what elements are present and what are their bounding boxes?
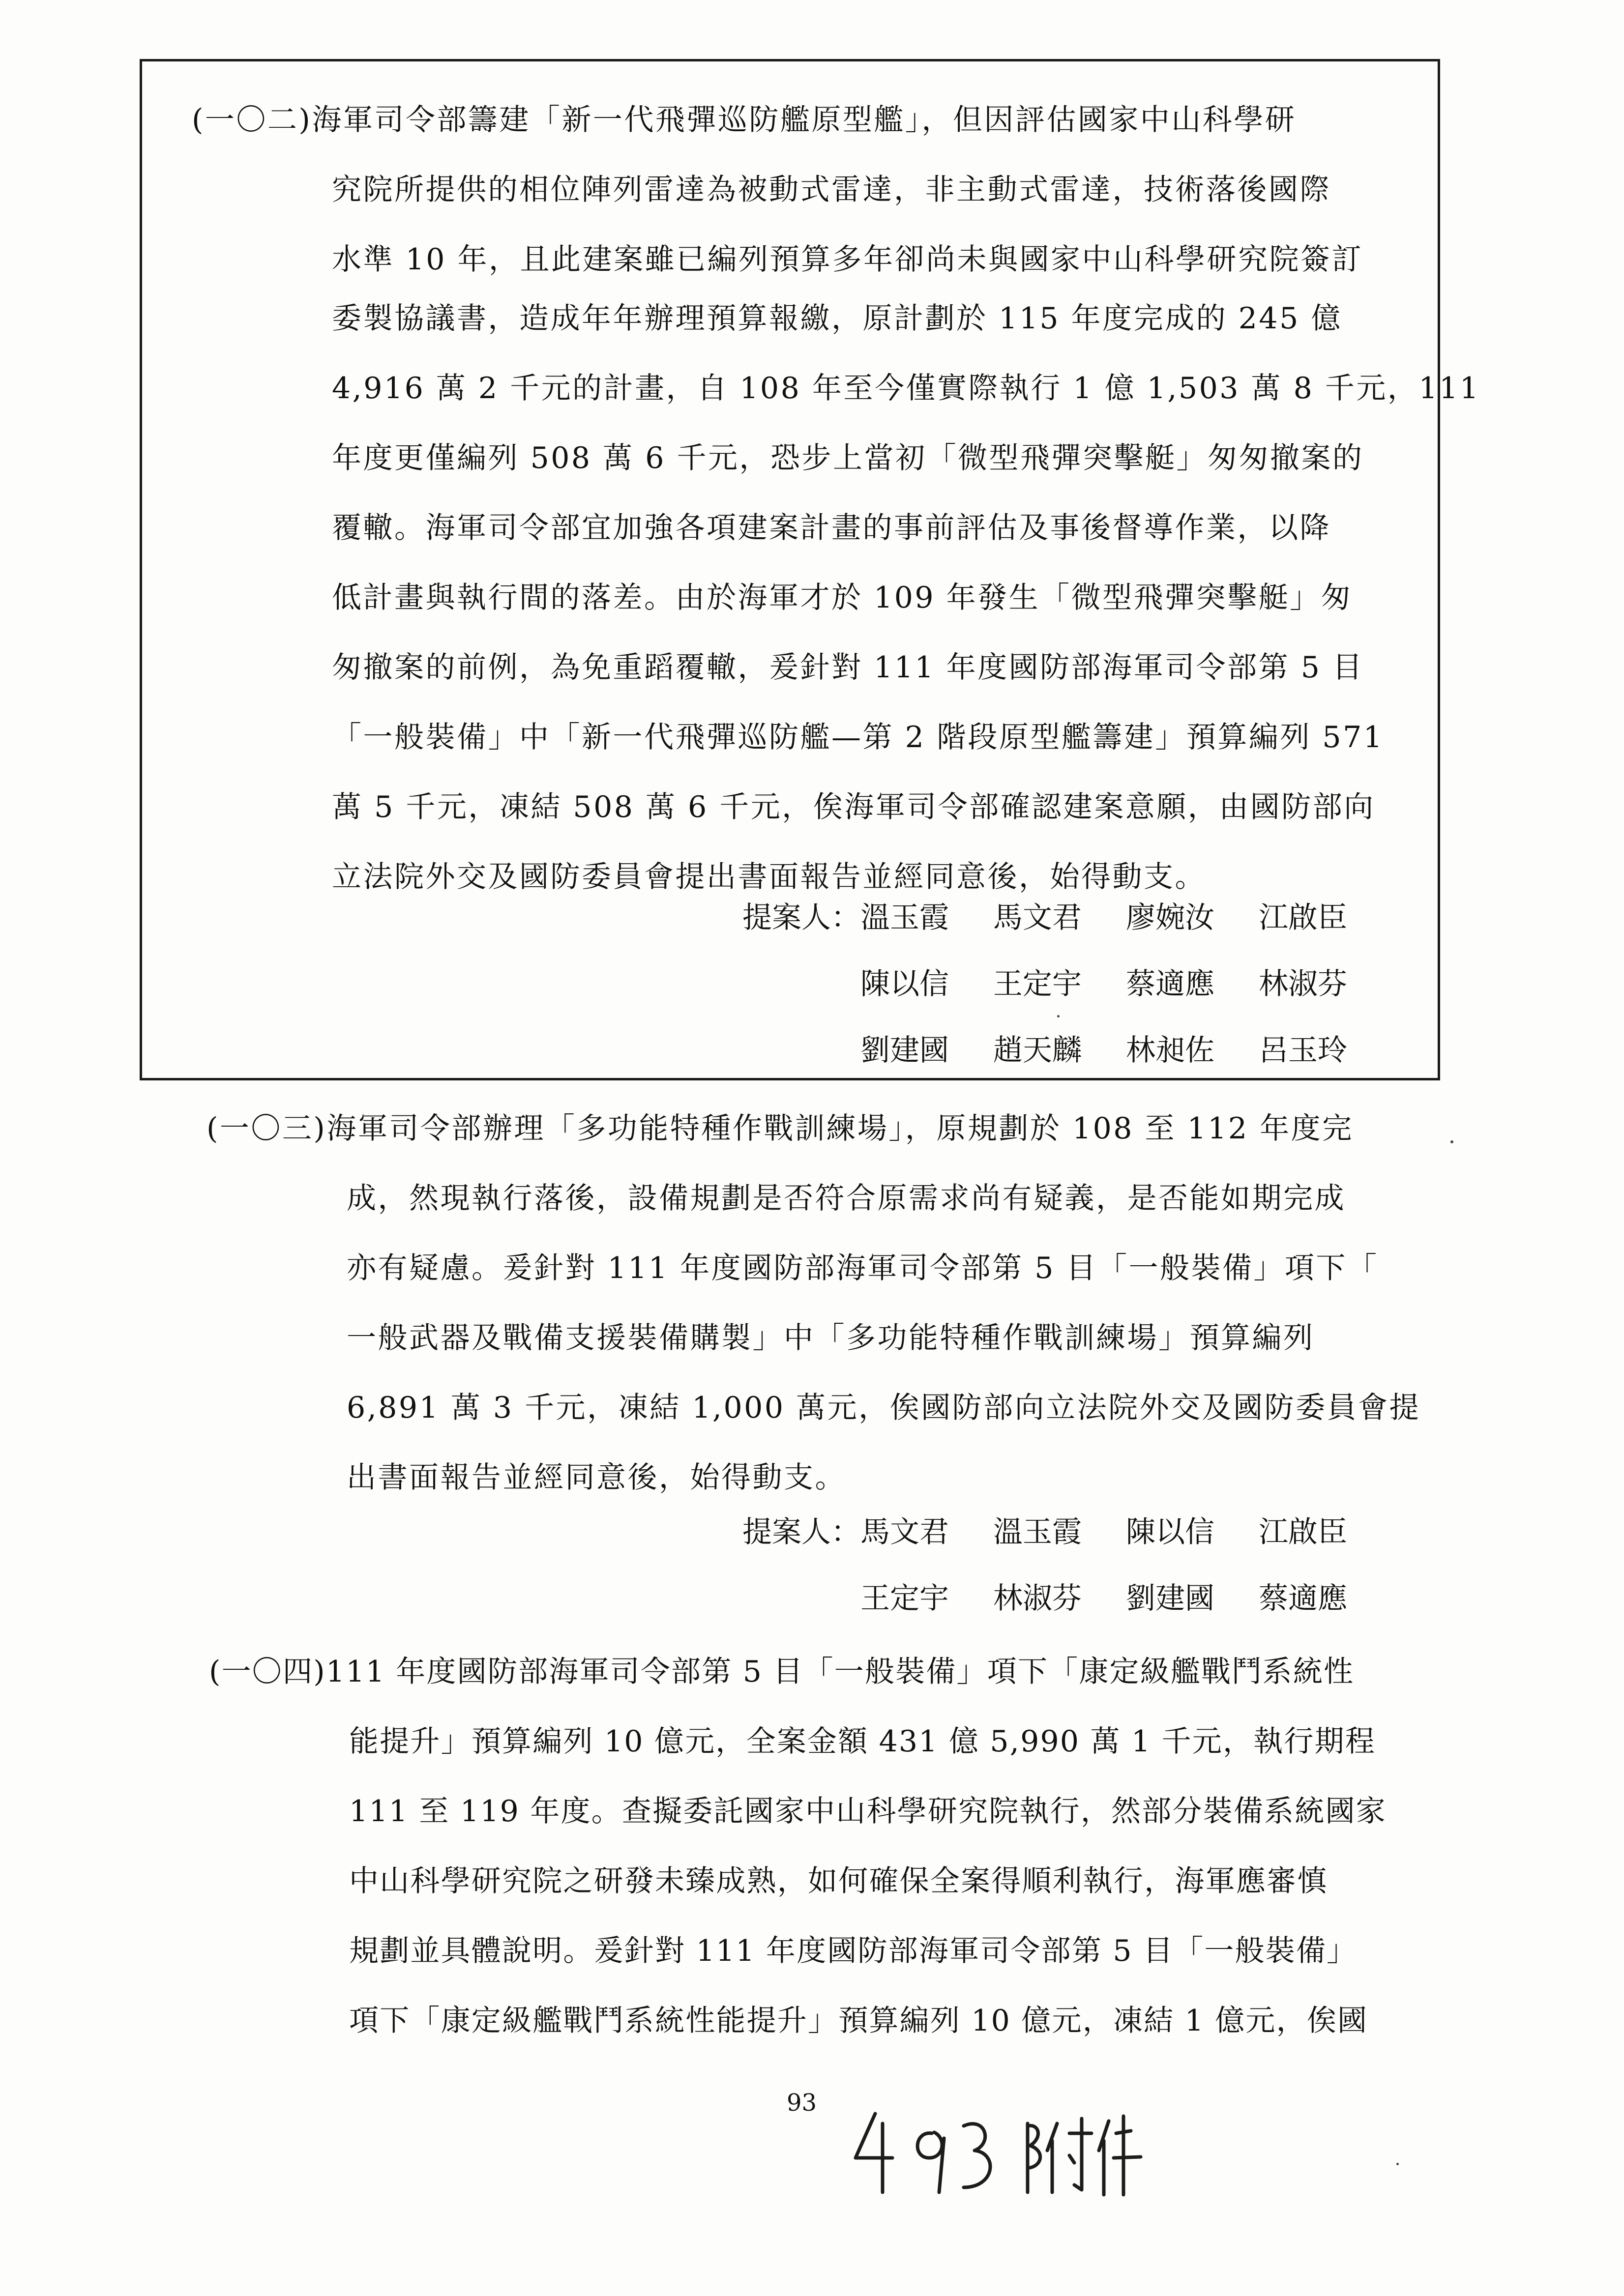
item-104-line: 規劃並具體說明。爰針對 111 年度國防部海軍司令部第 5 目「一般裝備」 xyxy=(349,1934,1358,1968)
item-103-line: 6,891 萬 3 千元，凍結 1,000 萬元，俟國防部向立法院外交及國防委員會提 xyxy=(347,1391,1421,1425)
proposer-name: 呂玉玲 xyxy=(1259,1033,1347,1068)
item-102-line: 「一般裝備」中「新一代飛彈巡防艦—第 2 階段原型艦籌建」預算編列 571 xyxy=(332,720,1384,755)
item-103-label: (一〇三) xyxy=(207,1111,327,1146)
proposer-name: 陳以信 xyxy=(860,967,949,1001)
item-102-line: 匆撤案的前例，為免重蹈覆轍，爰針對 111 年度國防部海軍司令部第 5 目 xyxy=(332,650,1364,685)
item-104-line: 中山科學研究院之研發未臻成熟，如何確保全案得順利執行，海軍應審慎 xyxy=(349,1864,1328,1898)
item-103-line: 亦有疑慮。爰針對 111 年度國防部海軍司令部第 5 目「一般裝備」項下「 xyxy=(347,1251,1379,1285)
proposer-name: 溫玉霞 xyxy=(860,901,949,935)
proposer-name: 廖婉汝 xyxy=(1126,901,1214,935)
proposer-name: 江啟臣 xyxy=(1259,1515,1347,1549)
item-102-line: 覆轍。海軍司令部宜加強各項建案計畫的事前評估及事後督導作業，以降 xyxy=(332,511,1331,545)
proposer-name: 溫玉霞 xyxy=(993,1515,1082,1549)
scan-speck xyxy=(1057,1015,1060,1017)
item-104-label: (一〇四) xyxy=(209,1655,326,1689)
item-102-line: 委製協議書，造成年年辦理預算報繳，原計劃於 115 年度完成的 245 億 xyxy=(332,301,1342,336)
page-number: 93 xyxy=(787,2089,817,2117)
item-103-proposers xyxy=(728,1499,1391,1632)
proposer-name: 蔡適應 xyxy=(1126,967,1214,1001)
item-104-line: (一〇四)111 年度國防部海軍司令部第 5 目「一般裝備」項下「康定級艦戰鬥系統性 xyxy=(209,1655,1355,1689)
item-102-label: (一〇二) xyxy=(192,103,312,137)
proposer-label: 提案人： xyxy=(742,901,860,935)
proposer-name: 趙天麟 xyxy=(993,1033,1082,1068)
handwritten-note xyxy=(846,2104,1151,2202)
proposer-name: 陳以信 xyxy=(1126,1515,1214,1549)
scan-speck xyxy=(1396,2163,1399,2165)
item-103-line: (一〇三)海軍司令部辦理「多功能特種作戰訓練場」，原規劃於 108 至 112 年度完 xyxy=(207,1111,1354,1146)
proposer-name: 馬文君 xyxy=(993,901,1082,935)
proposer-name: 林淑芬 xyxy=(1259,967,1347,1001)
proposer-name: 劉建國 xyxy=(1126,1581,1214,1616)
item-103-line: 出書面報告並經同意後，始得動支。 xyxy=(347,1460,846,1495)
proposer-name: 林昶佐 xyxy=(1126,1033,1214,1068)
item-102-line: 萬 5 千元，凍結 508 萬 6 千元，俟海軍司令部確認建案意願，由國防部向 xyxy=(332,790,1375,824)
item-102-proposers xyxy=(728,885,1391,1084)
item-104-line: 111 至 119 年度。查擬委託國家中山科學研究院執行，然部分裝備系統國家 xyxy=(349,1794,1387,1829)
proposer-name: 王定宇 xyxy=(993,967,1082,1001)
scan-speck xyxy=(1450,1140,1453,1143)
proposer-label: 提案人： xyxy=(742,1515,860,1549)
item-102-line: 究院所提供的相位陣列雷達為被動式雷達，非主動式雷達，技術落後國際 xyxy=(332,173,1331,207)
item-102-line: 低計畫與執行間的落差。由於海軍才於 109 年發生「微型飛彈突擊艇」匆 xyxy=(332,581,1353,615)
proposer-name: 馬文君 xyxy=(860,1515,949,1549)
item-104-line: 項下「康定級艦戰鬥系統性能提升」預算編列 10 億元，凍結 1 億元，俟國 xyxy=(349,2004,1368,2038)
item-102-line: 年度更僅編列 508 萬 6 千元，恐步上當初「微型飛彈突擊艇」匆匆撤案的 xyxy=(332,441,1364,475)
item-103-line: 成，然現執行落後，設備規劃是否符合原需求尚有疑義，是否能如期完成 xyxy=(347,1181,1346,1216)
proposer-name: 林淑芬 xyxy=(993,1581,1082,1616)
proposer-name: 蔡適應 xyxy=(1259,1581,1347,1616)
item-102-line: 水準 10 年，且此建案雖已編列預算多年卻尚未與國家中山科學研究院簽訂 xyxy=(332,242,1363,277)
proposer-name: 王定宇 xyxy=(860,1581,949,1616)
item-104-line: 能提升」預算編列 10 億元，全案金額 431 億 5,990 萬 1 千元，執行期程 xyxy=(349,1724,1376,1759)
item-102-line: 4,916 萬 2 千元的計畫，自 108 年至今僅實際執行 1 億 1,503 萬 8 千元，111 xyxy=(332,371,1480,406)
proposer-name: 劉建國 xyxy=(860,1033,949,1068)
proposer-name: 江啟臣 xyxy=(1259,901,1347,935)
item-102-line: 立法院外交及國防委員會提出書面報告並經同意後，始得動支。 xyxy=(332,860,1206,894)
item-102-line: (一〇二)海軍司令部籌建「新一代飛彈巡防艦原型艦」，但因評估國家中山科學研 xyxy=(192,103,1297,137)
item-103-line: 一般武器及戰備支援裝備購製」中「多功能特種作戰訓練場」預算編列 xyxy=(347,1321,1315,1355)
